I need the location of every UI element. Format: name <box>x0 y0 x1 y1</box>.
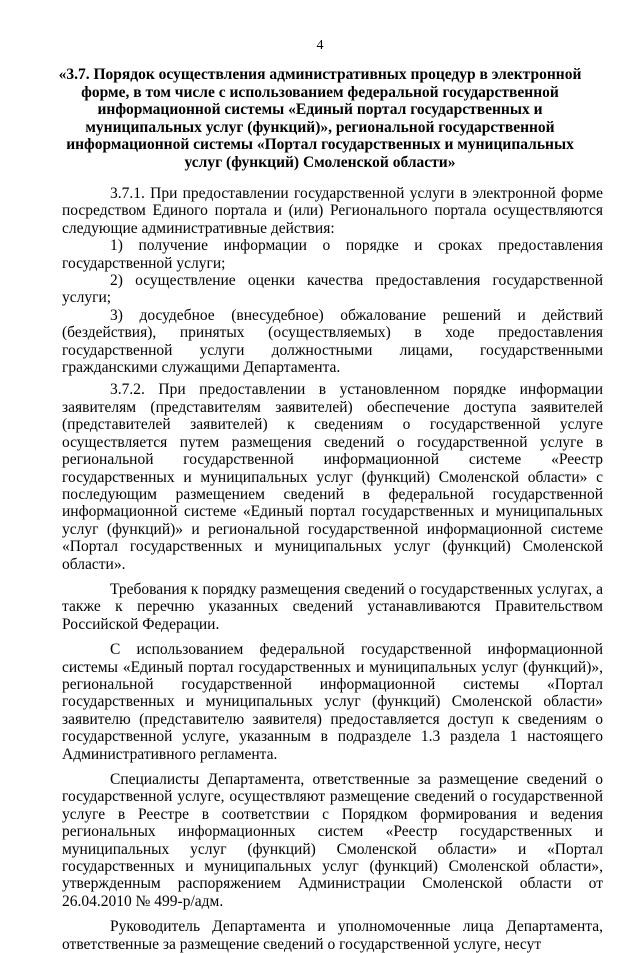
list-item-2: 2) осуществление оценки качества предоставления государственной услуги; <box>62 272 603 307</box>
section-heading: «3.7. Порядок осуществления административных процедур в электронной форме, в том числе с использованием федеральной государственной информационной системы «Единый портал государственных и муниципальных услуг (функций)», региональной государственной информационной системы «Портал государственных и муниципальных услуг (функций) Смоленской области» <box>58 66 582 171</box>
paragraph-access: С использованием федеральной государственной информационной системы «Единый портал государственных и муниципальных услуг (функций)», региональной государственной информационной системы «Портал государственных и муниципальных услуг (функций) Смоленской области» заявителю (представителю заявителя) предоставляется доступ к сведениям о государственной услуге, указанным в подразделе 1.3 раздела 1 настоящего Административного регламента. <box>62 641 603 763</box>
paragraph-3-7-2: 3.7.2. При предоставлении в установленном порядке информации заявителям (представителям заявителей) обеспечение доступа заявителей (представителей заявителей) к сведениям о государственной услуге осуществляется путем размещения сведений о государственной услуге в региональной государственной информационной системе «Реестр государственных и муниципальных услуг (функций) Смоленской области» с последующим размещением сведений в федеральной государственной информационной системе «Единый портал государственных и муниципальных услуг (функций)» и региональной государственной информационной системе «Портал государственных и муниципальных услуг (функций) Смоленской области». <box>62 381 603 573</box>
paragraph-head: Руководитель Департамента и уполномоченные лица Департамента, ответственные за размещение сведений о государственной услуге, несут <box>62 918 603 953</box>
page-number: 4 <box>316 38 324 53</box>
paragraph-requirements: Требования к порядку размещения сведений о государственных услугах, а также к перечню указанных сведений устанавливаются Правительством Российской Федерации. <box>62 580 603 633</box>
list-item-1: 1) получение информации о порядке и сроках предоставления государственной услуги; <box>62 237 603 272</box>
paragraph-3-7-1: 3.7.1. При предоставлении государственной услуги в электронной форме посредством Единого портала и (или) Регионального портала осуществляются следующие административные действия: <box>62 185 603 237</box>
list-item-3: 3) досудебное (внесудебное) обжалование решений и действий (бездействия), принятых (осуществляемых) в ходе предоставления государственной услуги должностными лицами, государственными гражданскими служащими Департамента. <box>62 306 603 377</box>
document-body <box>62 185 603 953</box>
paragraph-specialists: Специалисты Департамента, ответственные за размещение сведений о государственной услуге, осуществляют размещение сведений о государственной услуге в Реестре в соответствии с Порядком формирования и ведения региональных информационных систем «Реестр государственных и муниципальных услуг (функций) Смоленской области» и «Портал государственных и муниципальных услуг (функций) Смоленской области», утвержденным распоряжением Администрации Смоленской области от 26.04.2010 № 499-р/адм. <box>62 771 603 910</box>
